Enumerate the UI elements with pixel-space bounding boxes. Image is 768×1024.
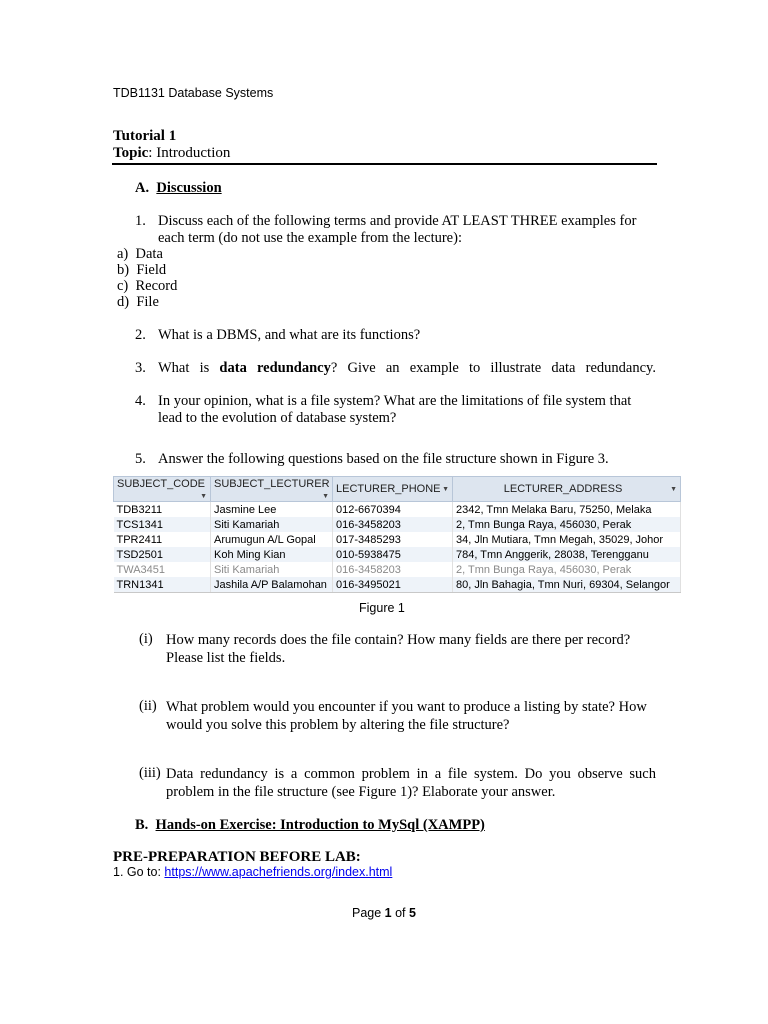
q1-number: 1. (135, 213, 146, 229)
section-b-heading (135, 817, 485, 834)
table-cell: 016-3495021 (333, 577, 453, 593)
goto-label: 1. Go to: (113, 865, 165, 879)
q1-text: Discuss each of the following terms and provide AT LEAST THREE examples for each term (do not use the example from the lecture): (158, 213, 637, 246)
table-row (114, 517, 681, 532)
table-row (114, 577, 681, 593)
table-cell: TWA3451 (114, 562, 211, 577)
dropdown-arrow-icon[interactable]: ▼ (322, 493, 329, 500)
table-cell: 012-6670394 (333, 502, 453, 518)
goto-line (113, 865, 392, 879)
q1-item-field: b) Field (117, 262, 167, 278)
table-cell: 784, Tmn Anggerik, 28038, Terengganu (453, 547, 681, 562)
course-header: TDB1131 Database Systems (113, 86, 274, 100)
table-cell: TRN1341 (114, 577, 211, 593)
column-header[interactable]: LECTURER_ADDRESS ▼ (453, 477, 681, 502)
table-cell: Siti Kamariah (211, 517, 333, 532)
table-cell: 010-5938475 (333, 547, 453, 562)
table-cell: Jasmine Lee (211, 502, 333, 518)
q3-pre: What is (158, 360, 220, 376)
table-cell: 2, Tmn Bunga Raya, 456030, Perak (453, 517, 681, 532)
section-a-letter: A. (135, 180, 150, 196)
table-header-row (114, 477, 681, 502)
sub-question-text: How many records does the file contain? How many fields are there per record? Please list the fields. (166, 632, 631, 666)
q3-bold-term: data redundancy (219, 360, 331, 376)
section-b-letter: B. (135, 817, 149, 833)
prep-title: PRE-PREPARATION BEFORE LAB: (113, 849, 361, 865)
tutorial-title: Tutorial 1 (113, 128, 177, 144)
figure-caption: Figure 1 (359, 601, 405, 615)
table-cell: Arumugun A/L Gopal (211, 532, 333, 547)
topic-line (113, 145, 230, 162)
topic-label: Topic (113, 145, 149, 161)
q3-number: 3. (135, 360, 146, 376)
dropdown-arrow-icon[interactable]: ▼ (670, 486, 677, 493)
section-a-heading (135, 180, 222, 197)
table-cell: 2342, Tmn Melaka Baru, 75250, Melaka (453, 502, 681, 518)
q5-text: Answer the following questions based on the file structure shown in Figure 3. (158, 451, 609, 467)
column-header[interactable]: SUBJECT_CODE ▼ (114, 477, 211, 502)
q2-text: What is a DBMS, and what are its functions? (158, 327, 421, 343)
table-cell: TPR2411 (114, 532, 211, 547)
q1-item-file: d) File (117, 294, 159, 310)
table-row (114, 562, 681, 577)
table-cell: 017-3485293 (333, 532, 453, 547)
table-cell: TCS1341 (114, 517, 211, 532)
table-cell: 34, Jln Mutiara, Tmn Megah, 35029, Johor (453, 532, 681, 547)
sub-question-number: (ii) (139, 698, 157, 714)
sub-question-text: Data redundancy is a common problem in a file system. Do you observe such problem in the file structure (see Figure 1)? Elaborate your answer. (166, 766, 656, 800)
table-cell: 2, Tmn Bunga Raya, 456030, Perak (453, 562, 681, 577)
sub-question-text: What problem would you encounter if you want to produce a listing by state? How would you solve this problem by altering the file structure? (166, 699, 647, 733)
table-cell: Siti Kamariah (211, 562, 333, 577)
topic-value: : Introduction (148, 145, 231, 161)
q2-number: 2. (135, 327, 146, 343)
dropdown-arrow-icon[interactable]: ▼ (442, 486, 449, 493)
table-cell: 80, Jln Bahagia, Tmn Nuri, 69304, Selangor (453, 577, 681, 593)
q3-post: ? Give an example to illustrate data redundancy. (330, 360, 656, 376)
column-header[interactable]: LECTURER_PHONE ▼ (333, 477, 453, 502)
table-cell: TSD2501 (114, 547, 211, 562)
q1-item-data: a) Data (117, 246, 163, 262)
figure-table (113, 476, 681, 593)
table-cell: Jashila A/P Balamohan (211, 577, 333, 593)
table-cell: Koh Ming Kian (211, 547, 333, 562)
table-cell: 016-3458203 (333, 517, 453, 532)
q4-number: 4. (135, 393, 146, 409)
sub-question-number: (iii) (139, 765, 161, 781)
sub-question-number: (i) (139, 631, 153, 647)
table-row (114, 547, 681, 562)
page-number: Page 1 of 5 (352, 906, 416, 920)
dropdown-arrow-icon[interactable]: ▼ (200, 493, 207, 500)
table-cell: TDB3211 (114, 502, 211, 518)
section-b-title: Hands-on Exercise: Introduction to MySql (XAMPP) (155, 817, 485, 833)
column-header[interactable]: SUBJECT_LECTURER ▼ (211, 477, 333, 502)
q4-text: In your opinion, what is a file system? What are the limitations of file system that lead to the evolution of database system? (158, 393, 632, 426)
apachefriends-link[interactable]: https://www.apachefriends.org/index.html (164, 865, 393, 879)
q5-number: 5. (135, 451, 146, 467)
section-a-title: Discussion (156, 180, 222, 196)
title-divider (112, 163, 657, 165)
q1-item-record: c) Record (117, 278, 178, 294)
table-row (114, 532, 681, 547)
table-cell: 016-3458203 (333, 562, 453, 577)
q3-text (158, 360, 656, 377)
table-row (114, 502, 681, 518)
